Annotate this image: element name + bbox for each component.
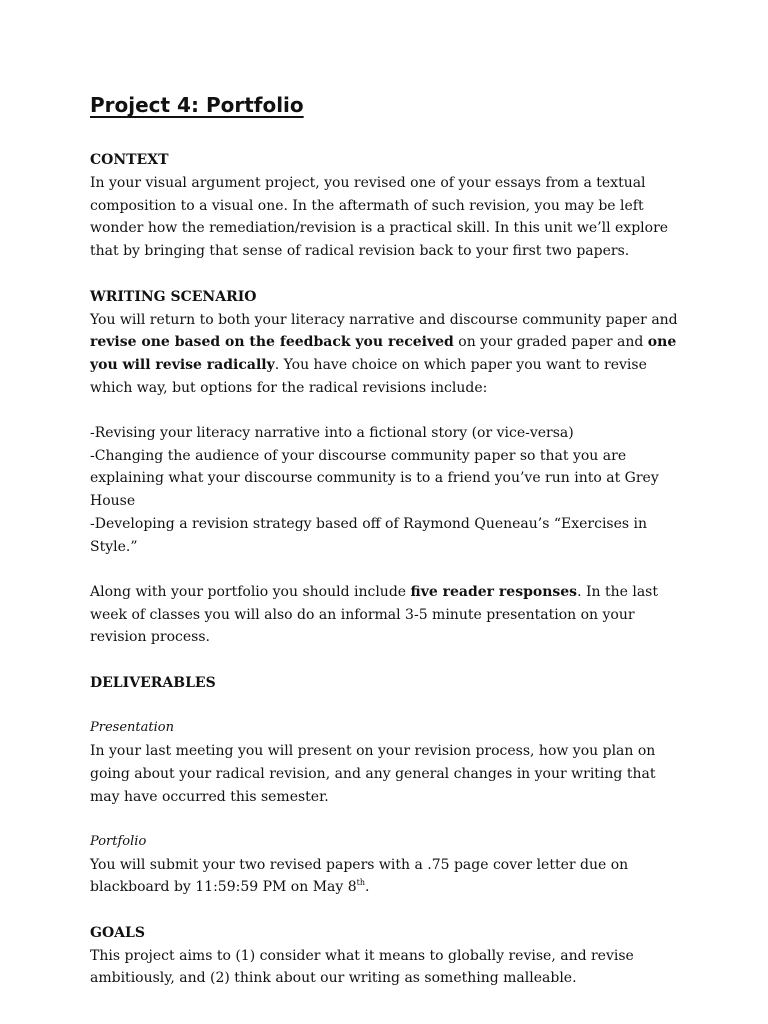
spacer xyxy=(90,695,680,718)
portfolio-paragraph: You will submit your two revised papers with a .75 page cover letter due on blackboard by 11:59:59 PM on May 8th. xyxy=(90,856,629,896)
document-page xyxy=(90,90,680,990)
deliverables-heading: DELIVERABLES xyxy=(90,674,216,691)
context-heading: CONTEXT xyxy=(90,152,169,168)
portfolio-subheading: Portfolio xyxy=(90,833,147,849)
emphasis-revise-radically: one you will revise radically xyxy=(90,334,677,373)
writing-scenario-paragraph: You will return to both your literacy narrative and discourse community paper and revise one based on the feedback you received on your graded paper and one you will revise radically. You have choice on which paper you want to revise which way, but options for the radical revisions include: xyxy=(90,311,678,396)
revision-options-list xyxy=(90,422,680,558)
emphasis-revise-one: revise one based on the feedback you received xyxy=(90,334,454,351)
page-title: Project 4: Portfolio xyxy=(90,93,304,117)
writing-scenario-heading: WRITING SCENARIO xyxy=(90,288,257,305)
context-paragraph: In your visual argument project, you revised one of your essays from a textual composition to a visual one. In the aftermath of such revision, you may be left wonder how the remediation/revision is a practical skill. In this unit we’ll explore that by bringing that sense of radical revision back to your first two papers. xyxy=(90,175,669,260)
spacer xyxy=(90,263,680,286)
goals-heading: GOALS xyxy=(90,924,145,941)
spacer xyxy=(90,649,680,672)
spacer xyxy=(90,808,680,831)
list-item: -Revising your literacy narrative into a fictional story (or vice-versa) xyxy=(90,425,574,441)
spacer xyxy=(90,399,680,422)
spacer xyxy=(90,558,680,581)
emphasis-five-reader-responses: five reader responses xyxy=(410,583,578,600)
reader-responses-paragraph: Along with your portfolio you should include five reader responses. In the last week of classes you will also do an informal 3-5 minute presentation on your revision process. xyxy=(90,583,658,646)
presentation-subheading: Presentation xyxy=(90,720,174,736)
list-item: -Changing the audience of your discourse community paper so that you are explaining what your discourse community is to a friend you’ve run into at Grey House xyxy=(90,447,659,510)
presentation-paragraph: In your last meeting you will present on your revision process, how you plan on going about your radical revision, and any general changes in your writing that may have occurred this semester. xyxy=(90,743,656,805)
spacer xyxy=(90,899,680,922)
goals-paragraph: This project aims to (1) consider what it means to globally revise, and revise ambitiously, and (2) think about our writing as something malleable. xyxy=(90,947,634,987)
list-item: -Developing a revision strategy based off of Raymond Queneau’s “Exercises in Style.” xyxy=(90,515,648,555)
ordinal-suffix: th xyxy=(356,878,366,888)
